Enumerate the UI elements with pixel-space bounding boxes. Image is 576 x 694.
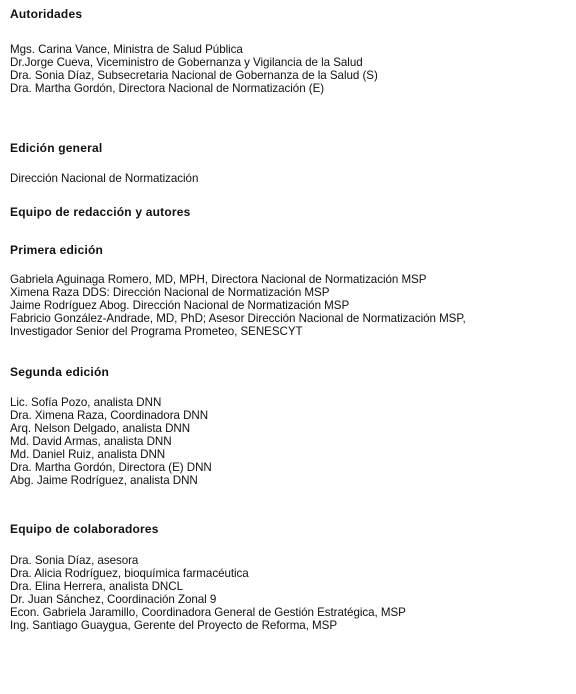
list-colaboradores: [10, 554, 406, 632]
list-primera-edicion: [10, 273, 466, 338]
list-item: Dra. Ximena Raza, Coordinadora DNN: [10, 409, 209, 422]
list-item: Jaime Rodríguez Abog. Dirección Nacional de Normatización MSP: [10, 299, 350, 312]
heading-primera-edicion: Primera edición: [10, 243, 104, 257]
list-item: Dra. Martha Gordón, Directora Nacional de Normatización (E): [10, 82, 325, 95]
list-item: Dr.Jorge Cueva, Viceministro de Gobernanza y Vigilancia de la Salud: [10, 56, 363, 69]
list-item: Gabriela Aguinaga Romero, MD, MPH, Directora Nacional de Normatización MSP: [10, 273, 427, 286]
heading-edicion-general: Edición general: [10, 141, 103, 155]
heading-colaboradores: Equipo de colaboradores: [10, 522, 159, 536]
list-item: Md. Daniel Ruiz, analista DNN: [10, 448, 166, 461]
list-item: Md. David Armas, analista DNN: [10, 435, 172, 448]
list-item: Dra. Elina Herrera, analista DNCL: [10, 580, 183, 593]
list-edicion-general: [10, 171, 198, 187]
list-item: Dra. Alicia Rodríguez, bioquímica farmacéutica: [10, 567, 249, 580]
list-segunda-edicion: [10, 396, 212, 487]
list-autoridades: [10, 43, 378, 95]
list-item: Ing. Santiago Guaygua, Gerente del Proyecto de Reforma, MSP: [10, 619, 338, 632]
list-item: Investigador Senior del Programa Prometeo, SENESCYT: [10, 325, 303, 338]
heading-equipo-redaccion: Equipo de redacción y autores: [10, 205, 191, 219]
list-item: Abg. Jaime Rodríguez, analista DNN: [10, 474, 198, 487]
list-item: Econ. Gabriela Jaramillo, Coordinadora General de Gestión Estratégica, MSP: [10, 606, 406, 619]
list-item: Dra. Martha Gordón, Directora (E) DNN: [10, 461, 212, 474]
list-item: Dra. Sonia Díaz, Subsecretaria Nacional de Gobernanza de la Salud (S): [10, 69, 378, 82]
list-item: Dr. Juan Sánchez, Coordinación Zonal 9: [10, 593, 217, 606]
list-item: Dra. Sonia Díaz, asesora: [10, 554, 139, 567]
list-item: Arq. Nelson Delgado, analista DNN: [10, 422, 191, 435]
list-item: Dirección Nacional de Normatización: [10, 172, 199, 185]
list-item: Ximena Raza DDS: Dirección Nacional de Normatización MSP: [10, 286, 330, 299]
list-item: Mgs. Carina Vance, Ministra de Salud Pública: [10, 43, 243, 56]
list-item: Lic. Sofía Pozo, analista DNN: [10, 396, 162, 409]
heading-autoridades: Autoridades: [10, 7, 83, 21]
heading-segunda-edicion: Segunda edición: [10, 365, 110, 379]
list-item: Fabricio González-Andrade, MD, PhD; Asesor Dirección Nacional de Normatización MSP,: [10, 312, 466, 325]
